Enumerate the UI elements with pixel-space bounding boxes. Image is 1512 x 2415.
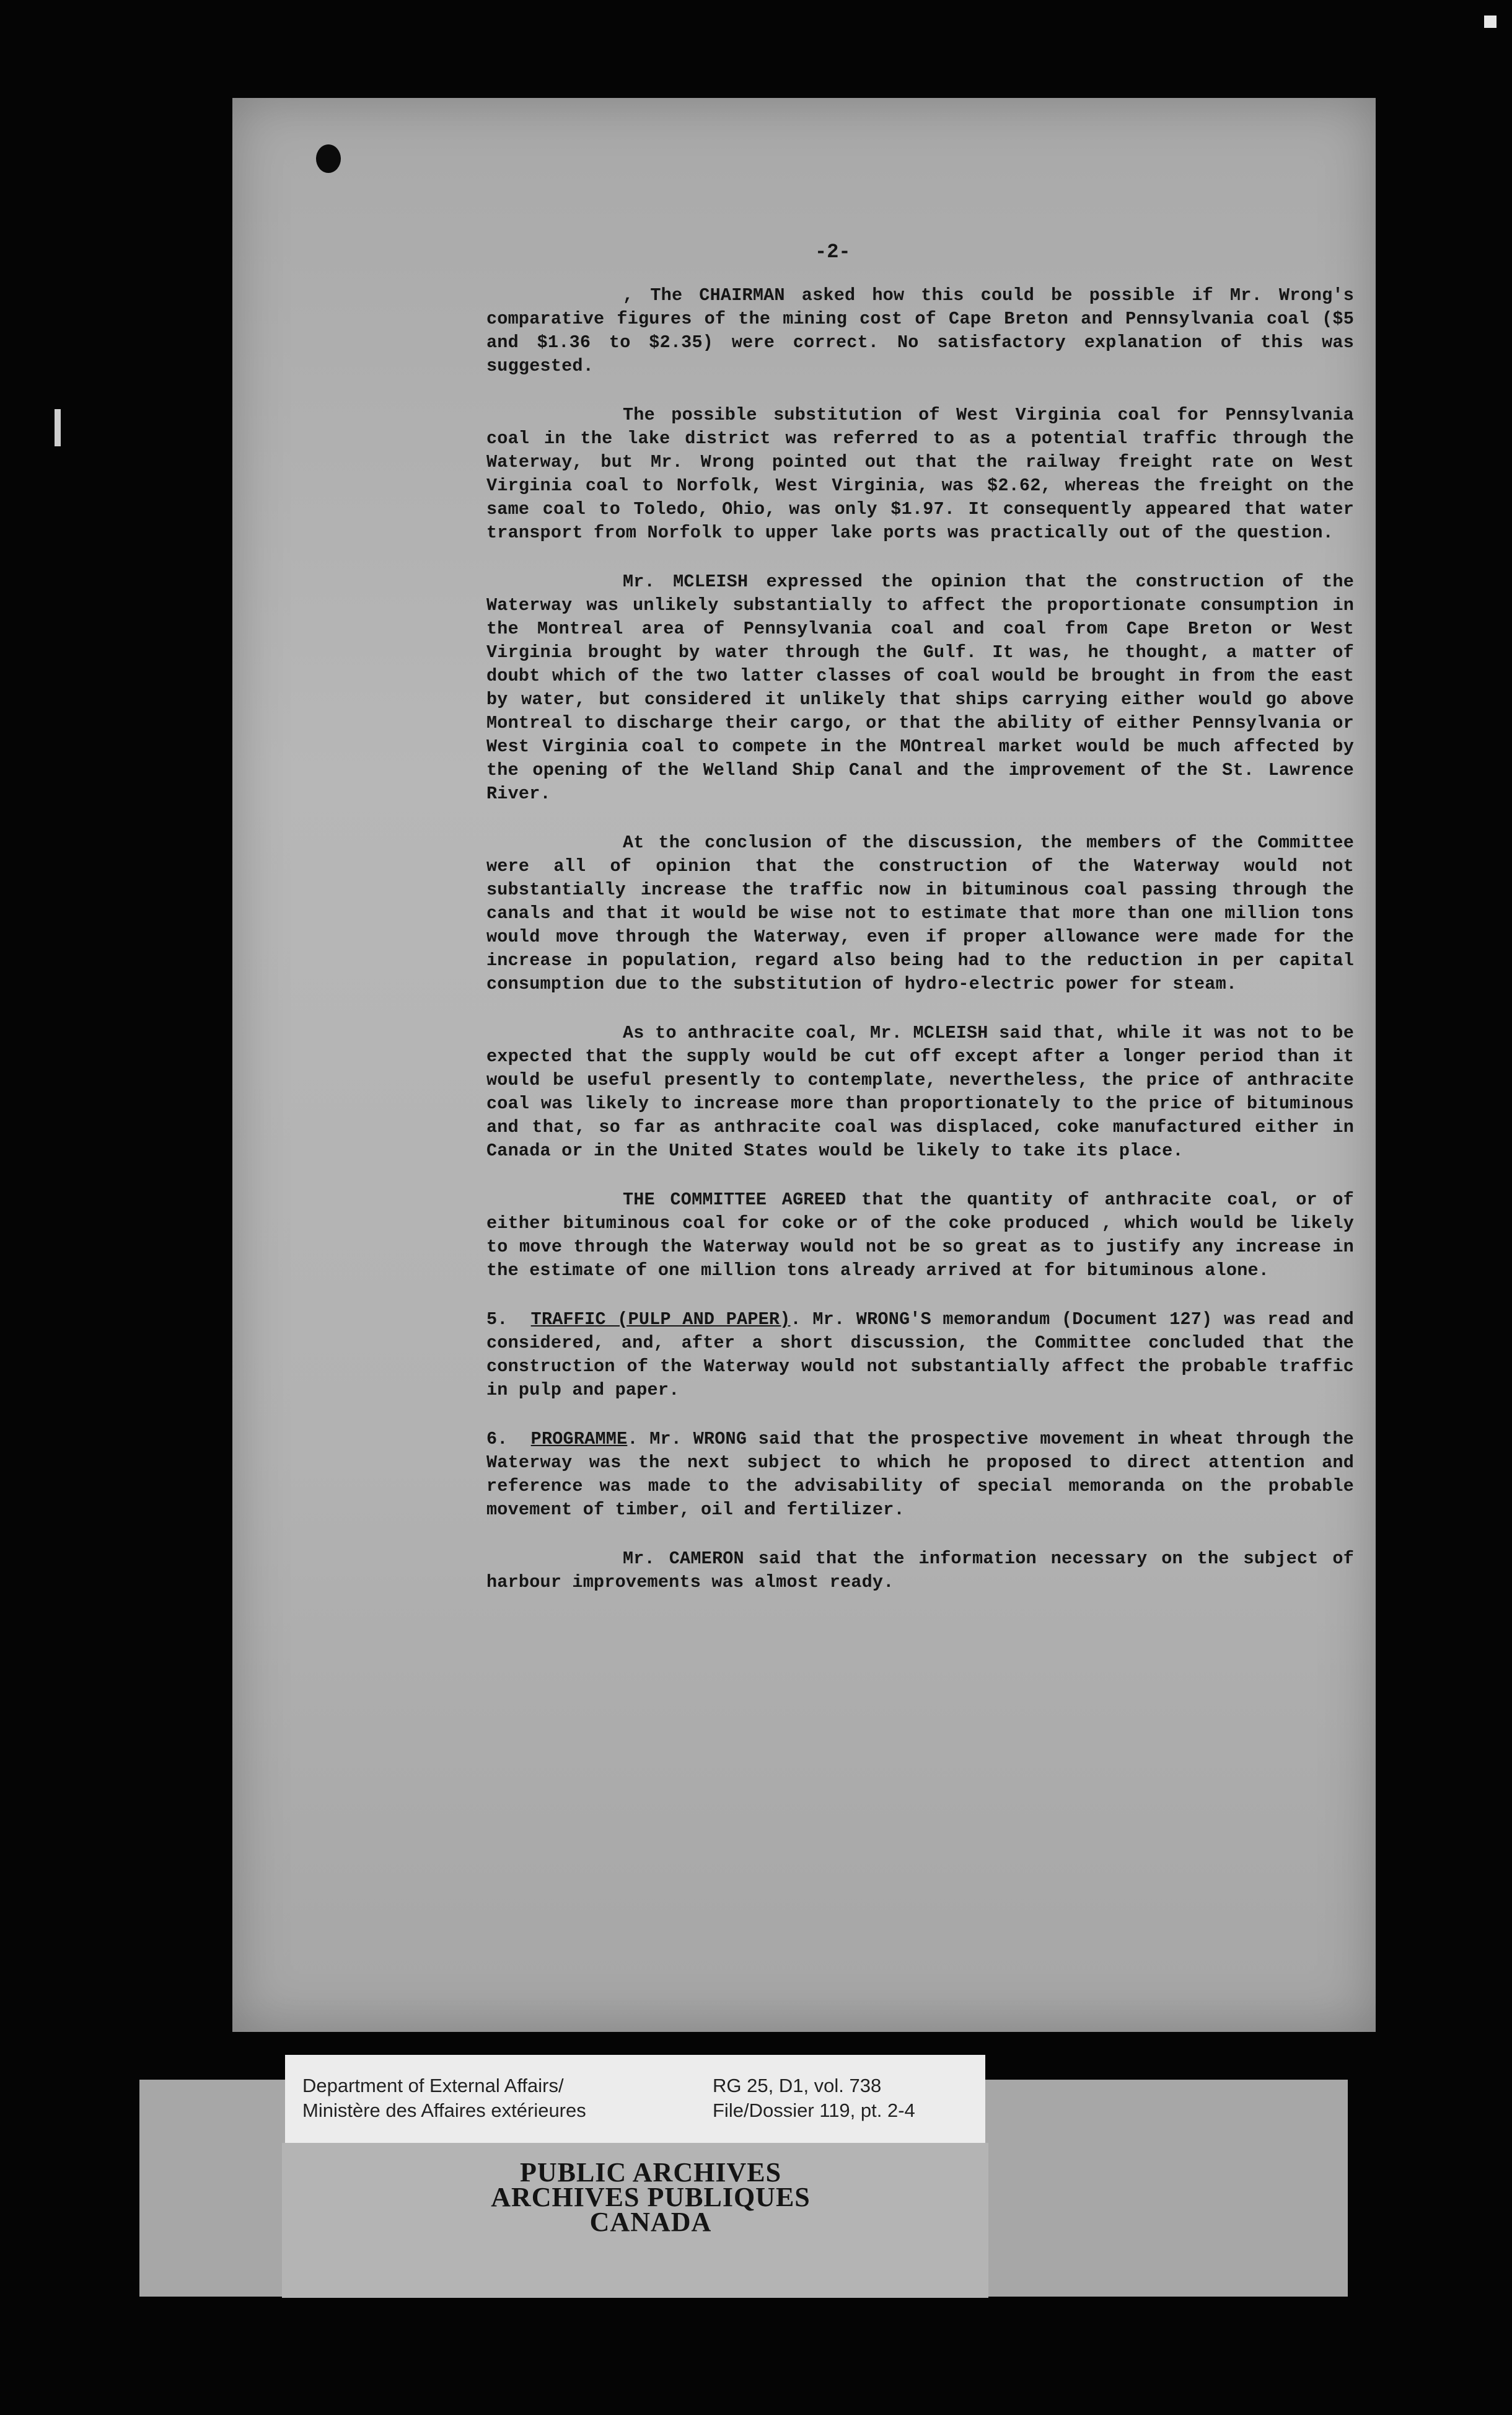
paragraph-text: Mr. MCLEISH expressed the opinion that the construction of the Waterway was unlikely substantially to affect the proportionate consumption in the Montreal area of Pennsylvania coal and coal from Cape Breton or West Virginia brought by water through the Gulf. It was, he thought, a matter of doubt which of the two latter classes of coal would be brought in from the east by water, but considered it unlikely that ships carrying either would go above Montreal to discharge their cargo, or that the ability of either Pennsylvania or West Virginia coal to compete in the MOntreal market would be much affected by the opening of the Welland Ship Canal and the improvement of the St. Lawrence River.: [486, 572, 1354, 804]
paragraph-text: . Mr. WRONG said that the prospective movement in wheat through the Waterway was the next subject to which he proposed to direct attention and reference was made to the advisability of special memoranda on the probable movement of timber, oil and fertilizer.: [486, 1429, 1354, 1520]
document-page: [232, 98, 1376, 2032]
paragraph-text: The possible substitution of West Virginia coal for Pennsylvania coal in the lake district was referred to as a potential traffic through the Waterway, but Mr. Wrong pointed out that the railway freight rate on West Virginia coal to Norfolk, West Virginia, was $2.62, whereas the freight on the same coal to Toledo, Ohio, was only $1.97. It consequently appeared that water transport from Norfolk to upper lake ports was practically out of the question.: [486, 405, 1354, 543]
paragraph-text: . Mr. WRONG'S memorandum (Document 127) was read and considered, and, after a short discussion, the Committee concluded that the construction of the Waterway would not substantially affect the probable traffic in pulp and paper.: [486, 1309, 1354, 1400]
public-archives-stamp: [403, 2157, 899, 2237]
department-en: Department of External Affairs/: [302, 2075, 564, 2096]
paragraph: [486, 284, 1354, 378]
paragraph: [486, 1188, 1354, 1283]
paragraph-text: Mr. CAMERON said that the information necessary on the subject of harbour improvements was almost ready.: [486, 1548, 1354, 1592]
document-body: [486, 284, 1354, 1594]
department-block: [302, 2073, 586, 2123]
stamp-line-3: CANADA: [589, 2207, 712, 2237]
paragraph-text: At the conclusion of the discussion, the members of the Committee were all of opinion that the construction of the Waterway would not substantially increase the traffic now in bituminous coal passing through the canals and that it would be wise not to estimate that more than one million tons would move through the Waterway, even if proper allowance were made for the increase in population, regard also being had to the reduction in per capital consumption due to the substitution of hydro-electric power for steam.: [486, 832, 1354, 994]
section-heading: PROGRAMME: [530, 1429, 628, 1449]
numbered-paragraph: [486, 1308, 1354, 1402]
numbered-paragraph: [486, 1428, 1354, 1522]
archive-reference-label: [285, 2055, 985, 2143]
paragraph: [486, 570, 1354, 806]
stamp-line-2: ARCHIVES PUBLIQUES: [491, 2182, 811, 2212]
paragraph: [486, 831, 1354, 996]
section-number: 6.: [486, 1429, 508, 1449]
reference-block: [713, 2073, 915, 2123]
section-heading: TRAFFIC (PULP AND PAPER): [530, 1309, 791, 1330]
paragraph-text: , The CHAIRMAN asked how this could be possible if Mr. Wrong's comparative figures of the mining cost of Cape Breton and Pennsylvania coal ($5 and $1.36 to $2.35) were correct. No satisfactory explanation of this was suggested.: [486, 285, 1354, 376]
record-group: RG 25, D1, vol. 738: [713, 2075, 882, 2096]
section-number: 5.: [486, 1309, 508, 1330]
film-edge-mark: [1484, 15, 1497, 28]
paragraph-text: THE COMMITTEE AGREED that the quantity of anthracite coal, or of either bituminous coal for coke or of the coke produced , which would be likely to move through the Waterway would not be so great as to justify any increase in the estimate of one million tons already arrived at for bituminous alone.: [486, 1190, 1354, 1281]
file-number: File/Dossier 119, pt. 2-4: [713, 2099, 915, 2121]
page-number: -2-: [815, 241, 851, 263]
punch-hole: [316, 144, 341, 173]
paragraph: [486, 1547, 1354, 1594]
paragraph: [486, 404, 1354, 545]
film-edge-mark: [55, 409, 61, 446]
paragraph: [486, 1022, 1354, 1163]
paragraph-text: As to anthracite coal, Mr. MCLEISH said that, while it was not to be expected that the supply would be cut off except after a longer period than it would be useful presently to contemplate, nevertheless, the price of anthracite coal was likely to increase more than proportionately to the price of bituminous and that, so far as anthracite coal was displaced, coke manufactured either in Canada or in the United States would be likely to take its place.: [486, 1023, 1354, 1161]
stamp-line-1: PUBLIC ARCHIVES: [519, 2157, 782, 2188]
department-fr: Ministère des Affaires extérieures: [302, 2099, 586, 2121]
